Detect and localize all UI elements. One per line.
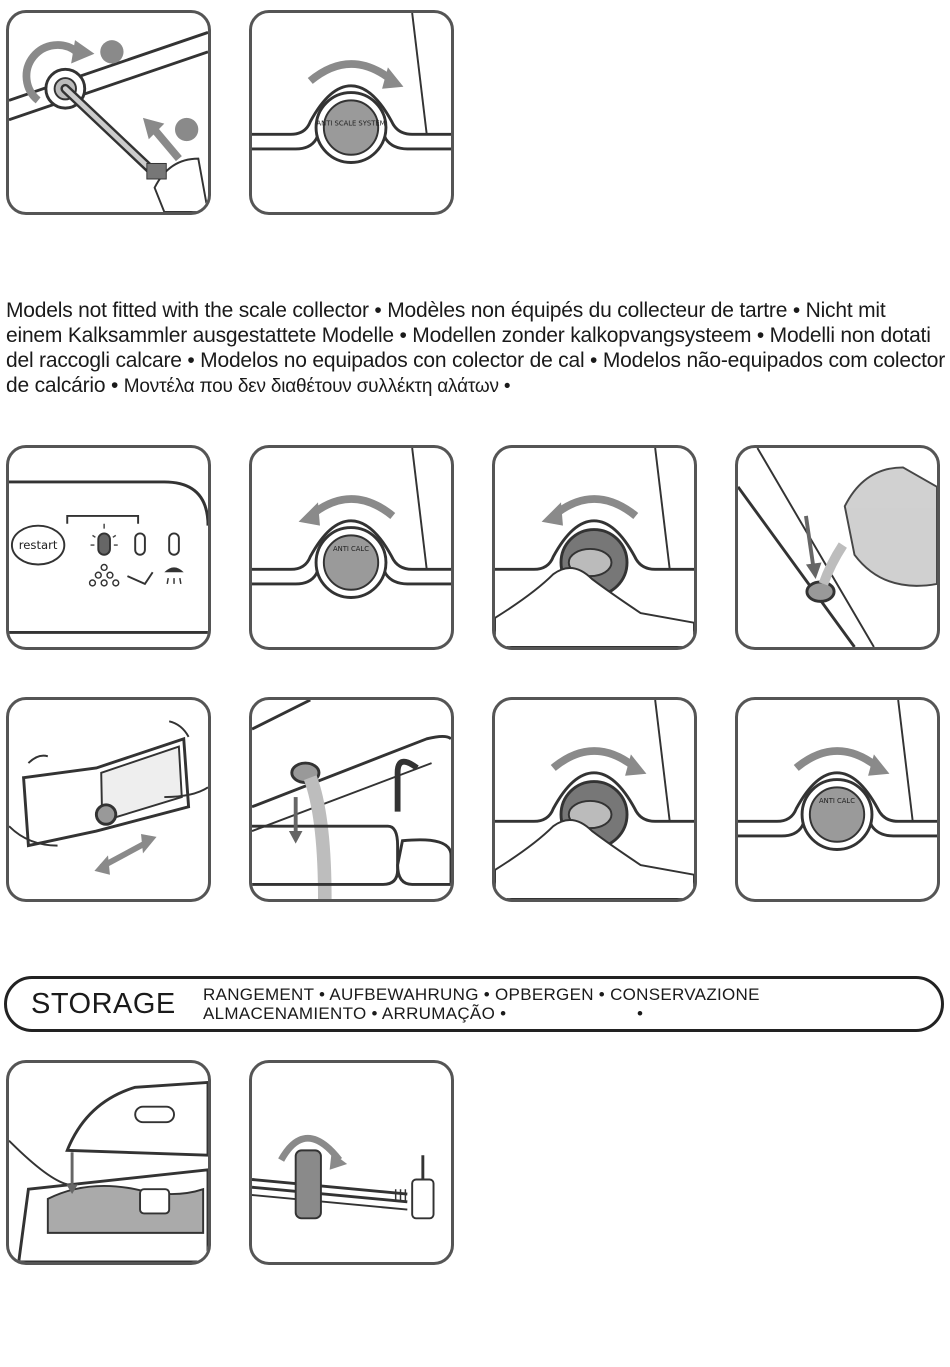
cap-label: ANTI CALC	[819, 796, 855, 805]
illustration-cord-wrap	[249, 1060, 454, 1265]
illustration-hand-unscrew-cap	[492, 445, 697, 650]
restart-button-label: restart	[18, 537, 58, 552]
cap-label: ANTI SCALE SYSTEM	[316, 119, 386, 128]
storage-section-header	[4, 976, 944, 1032]
illustration-drain-under-tap	[249, 697, 454, 902]
illustration-control-panel-restart	[6, 445, 211, 650]
illustration-cap-closed-rotate-right	[249, 10, 454, 215]
illustration-iron-on-base	[6, 1060, 211, 1265]
storage-translations-line-2: ALMACENAMIENTO • ARRUMAÇÃO • •	[203, 1004, 644, 1023]
illustration-pour-water	[735, 445, 940, 650]
illustration-scale-collector-removal	[6, 10, 211, 215]
note-text: Models not fitted with the scale collector • Modèles non équipés du collecteur de tartre • Nicht mit einem Kalksammler ausgestattete Modelle • Modellen zonder kalkopvangsysteem • Modelli non dotati del raccogli calcare • Modelos no equipados con colector de cal • Modelos não-equipados com colector de calcário •	[6, 299, 946, 397]
illustration-hand-screw-cap	[492, 697, 697, 902]
illustration-shake-tank	[6, 697, 211, 902]
illustration-cap-rotate-right	[735, 697, 940, 902]
cap-label: ANTI CALC	[333, 544, 369, 553]
scale-collector-note	[6, 298, 946, 399]
note-text-greek: Μοντέλα που δεν διαθέτουν συλλέκτη αλάτων •	[123, 376, 511, 397]
storage-translations	[203, 985, 760, 1023]
storage-translations-line-1: RANGEMENT • AUFBEWAHRUNG • OPBERGEN • CONSERVAZIONE	[203, 985, 760, 1004]
storage-title: STORAGE	[31, 988, 176, 1020]
illustration-cap-rotate-left	[249, 445, 454, 650]
